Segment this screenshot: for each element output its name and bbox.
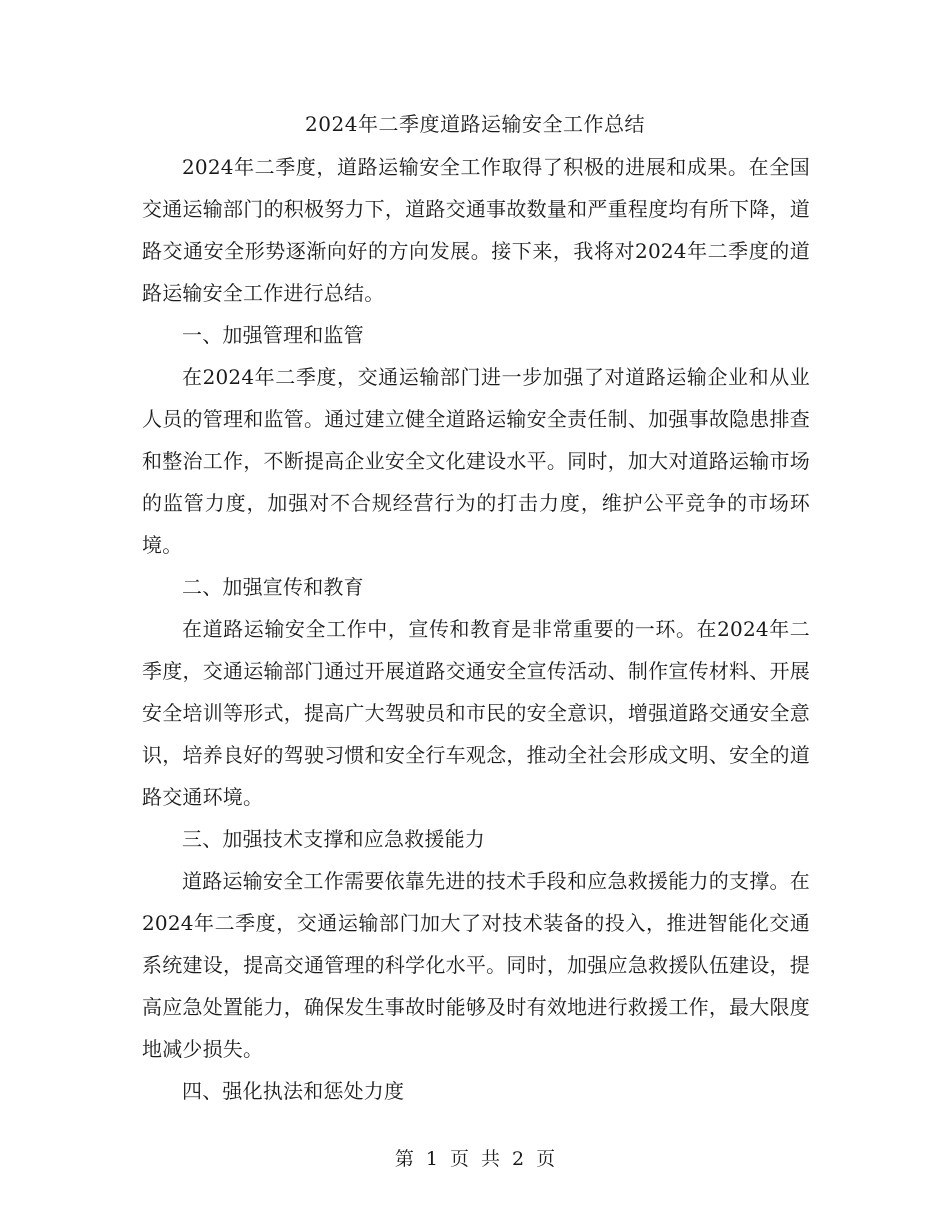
section-paragraph-1: 在2024年二季度，交通运输部门进一步加强了对道路运输企业和从业人员的管理和监管。通过建立健全道路运输安全责任制、加强事故隐患排查和整治工作，不断提高企业安全文化建设水平。同时，加大对道路运输市场的监管力度，加强对不合规经营行为的打击力度，维护公平竞争的市场环境。 (142, 365, 810, 557)
section-heading-2: 二、加强宣传和教育 (182, 575, 364, 599)
page-number-footer: 第 1 页 共 2 页 (394, 1148, 556, 1170)
section-heading-4: 四、强化执法和惩处力度 (182, 1079, 405, 1103)
intro-paragraph: 2024年二季度，道路运输安全工作取得了积极的进展和成果。在全国交通运输部门的积极努力下，道路交通事故数量和严重程度均有所下降，道路交通安全形势逐渐向好的方向发展。接下来，我将对2024年二季度的道路运输安全工作进行总结。 (142, 155, 810, 305)
section-heading-1: 一、加强管理和监管 (182, 323, 364, 347)
section-paragraph-3: 道路运输安全工作需要依靠先进的技术手段和应急救援能力的支撑。在2024年二季度，交通运输部门加大了对技术装备的投入，推进智能化交通系统建设，提高交通管理的科学化水平。同时，加强应急救援队伍建设，提高应急处置能力，确保发生事故时能够及时有效地进行救援工作，最大限度地减少损失。 (142, 869, 810, 1061)
document-title: 2024年二季度道路运输安全工作总结 (305, 112, 645, 136)
section-heading-3: 三、加强技术支撑和应急救援能力 (182, 827, 485, 851)
section-paragraph-2: 在道路运输安全工作中，宣传和教育是非常重要的一环。在2024年二季度，交通运输部门通过开展道路交通安全宣传活动、制作宣传材料、开展安全培训等形式，提高广大驾驶员和市民的安全意识，增强道路交通安全意识，培养良好的驾驶习惯和安全行车观念，推动全社会形成文明、安全的道路交通环境。 (142, 617, 810, 809)
document-body (142, 146, 810, 1112)
